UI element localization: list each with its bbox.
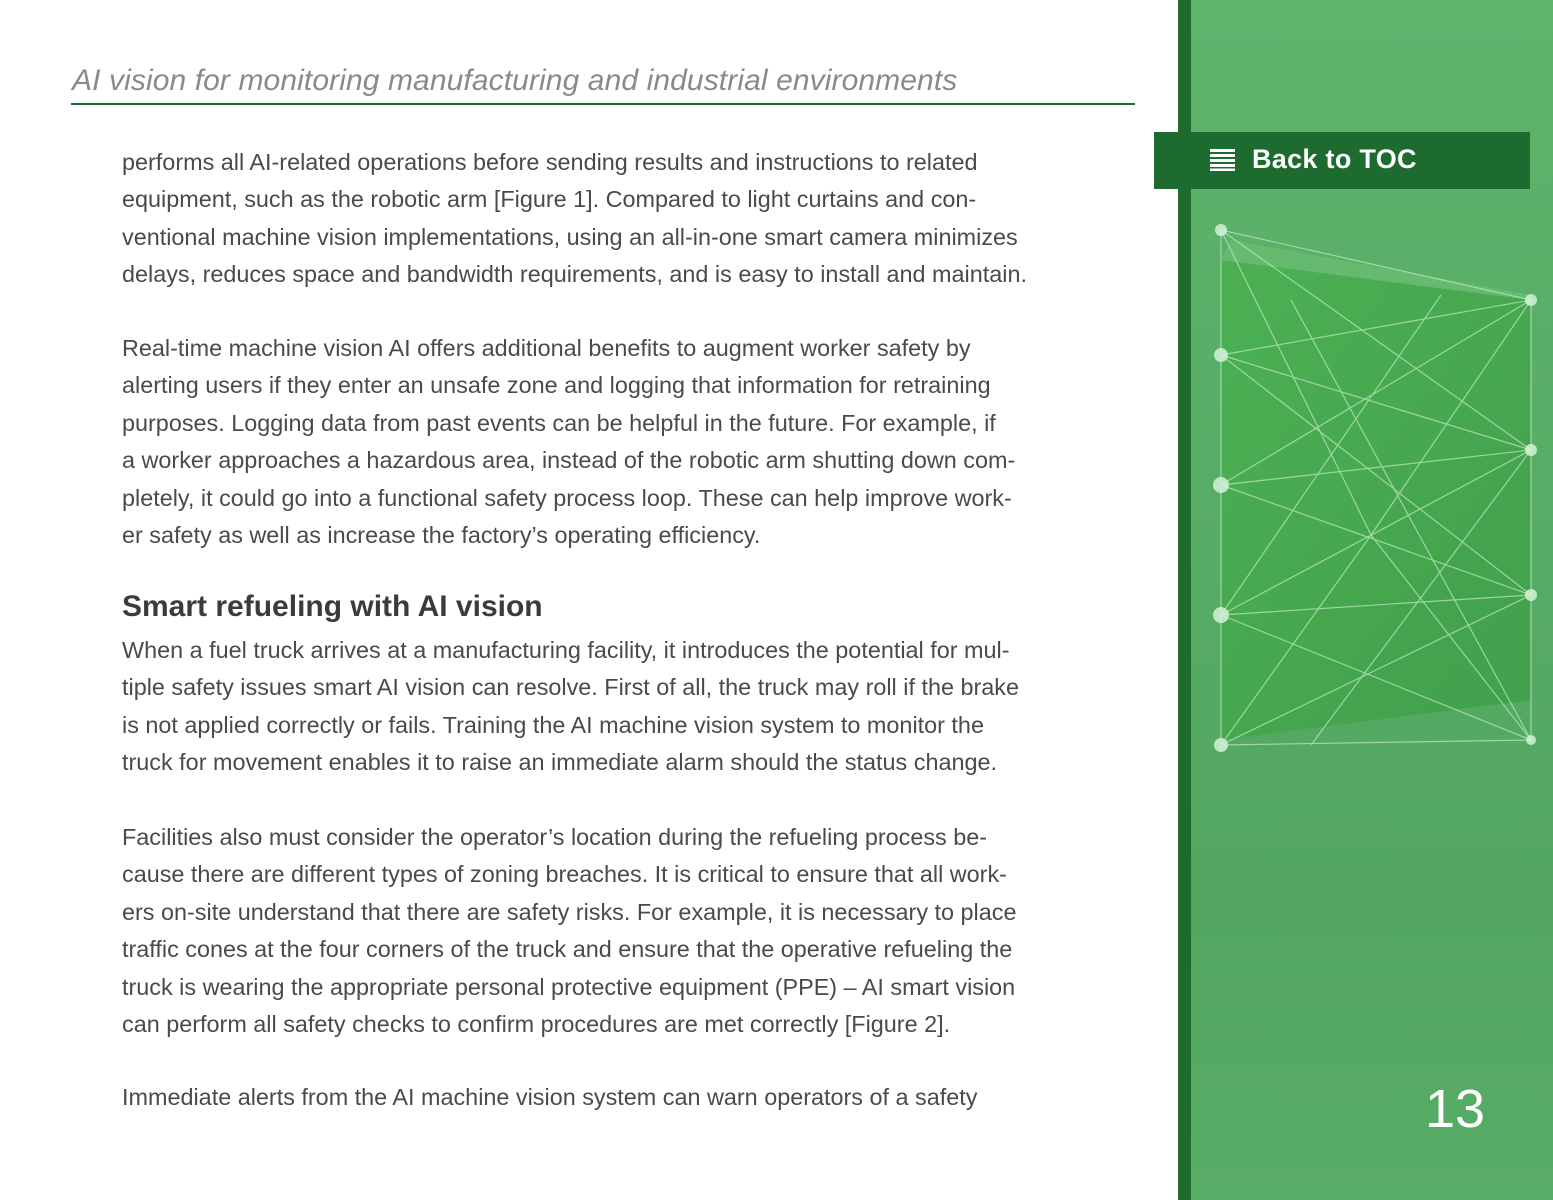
text-line: cause there are different types of zoning breaches. It is critical to ensure that all work- (122, 861, 1007, 888)
text-line: truck is wearing the appropriate personal protective equipment (PPE) – AI smart vision (122, 973, 1016, 1000)
text-line: traffic cones at the four corners of the truck and ensure that the operative refueling the (122, 936, 1013, 963)
paragraph-5 (122, 1079, 1112, 1116)
paragraph-4 (122, 819, 1112, 1043)
text-line: Immediate alerts from the AI machine vision system can warn operators of a safety (122, 1084, 978, 1110)
text-line: Real-time machine vision AI offers additional benefits to augment worker safety by (122, 335, 971, 361)
list-icon (1210, 149, 1235, 171)
text-line: tiple safety issues smart AI vision can resolve. First of all, the truck may roll if the brake (122, 674, 1019, 701)
back-to-toc-label: Back to TOC (1252, 144, 1417, 174)
text-line: alerting users if they enter an unsafe zone and logging that information for retraining (122, 372, 991, 399)
text-line: performs all AI-related operations before sending results and instructions to related (122, 149, 978, 175)
page-number: 13 (1424, 1079, 1486, 1139)
paragraph-3 (122, 632, 1112, 782)
running-header: AI vision for monitoring manufacturing and industrial environments (72, 64, 958, 97)
text-line: ers on-site understand that there are safety risks. For example, it is necessary to place (122, 898, 1017, 925)
text-line: ventional machine vision implementations, using an all-in-one smart camera minimizes (122, 223, 1018, 250)
paragraph-2 (122, 330, 1112, 554)
text-line: truck for movement enables it to raise an immediate alarm should the status change. (122, 749, 997, 776)
text-line: equipment, such as the robotic arm [Figure 1]. Compared to light curtains and con- (122, 186, 977, 213)
text-line: Facilities also must consider the operator’s location during the refueling process be- (122, 824, 988, 850)
text-line: pletely, it could go into a functional safety process loop. These can help improve work- (122, 484, 1012, 511)
text-line: a worker approaches a hazardous area, instead of the robotic arm shutting down com- (122, 447, 1016, 474)
network-mesh-illustration (1191, 200, 1553, 780)
text-line: delays, reduces space and bandwidth requirements, and is easy to install and maintain. (122, 261, 1027, 288)
text-line: purposes. Logging data from past events can be helpful in the future. For example, if (122, 409, 996, 436)
paragraph-1 (122, 144, 1112, 294)
back-to-toc-button[interactable] (1154, 132, 1530, 189)
text-line: can perform all safety checks to confirm procedures are met correctly [Figure 2]. (122, 1011, 951, 1038)
text-line: When a fuel truck arrives at a manufacturing facility, it introduces the potential for mul- (122, 637, 1010, 663)
text-line: er safety as well as increase the factory’s operating efficiency. (122, 522, 761, 549)
section-heading: Smart refueling with AI vision (122, 590, 543, 623)
text-line: is not applied correctly or fails. Training the AI machine vision system to monitor the (122, 711, 984, 738)
header-rule (71, 103, 1135, 105)
